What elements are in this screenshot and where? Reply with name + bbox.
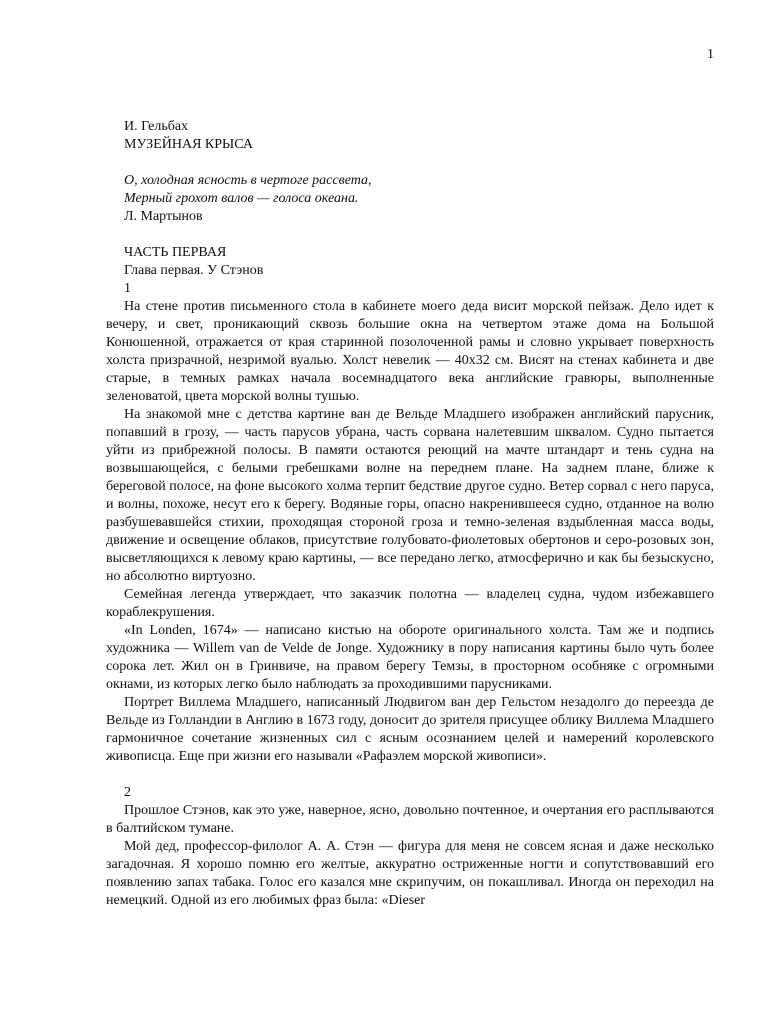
author-name: И. Гельбах xyxy=(124,119,189,134)
document-body xyxy=(106,118,714,910)
paragraph: «In Londen, 1674» — написано кистью на обороте оригинального холста. Там же и подпись художника — Willem van de Velde de Jonge. Художнику в пору написания картины было чуть более сорока лет. Жил он в Гринвиче, на правом берегу Темзы, в просторном особняке с огромными окнами, из которых легко было наблюдать за проходившими парусниками. xyxy=(106,623,714,692)
paragraph: Прошлое Стэнов, как это уже, наверное, ясно, довольно почтенное, и очертания его расплываются в балтийском тумане. xyxy=(106,803,714,836)
spacer xyxy=(106,766,714,784)
section-number: 1 xyxy=(124,281,131,296)
spacer xyxy=(106,154,714,172)
paragraph: На знакомой мне с детства картине ван де Вельде Младшего изображен английский парусник, попавший в грозу, — часть парусов убрана, часть сорвана налетевшим шквалом. Судно пытается уйти из прибрежной полосы. В памяти остаются реющий на мачте штандарт и тень судна на возвышающейся, с белыми гребешками волне на переднем плане. На заднем плане, ближе к береговой полосе, на фоне высокого холма терпит бедствие другое судно. Ветер сорвал с него паруса, и волны, похоже, несут его к берегу. Водяные горы, опасно накренившееся судно, отданное на волю разбушевавшейся стихии, проходящая стороной гроза и темно-зеленая вздыбленная масса воды, движение и освещение облаков, присутствие голубовато-фиолетовых обертонов и серо-розовых зон, высветляющихся к левому краю картины, — все передано легко, атмосферично и как бы безыскусно, но абсолютно виртуозно. xyxy=(106,407,714,584)
page-number: 1 xyxy=(707,47,714,62)
paragraph: Семейная легенда утверждает, что заказчик полотна — владелец судна, чудом избежавшего кораблекрушения. xyxy=(106,587,714,620)
epigraph-line-2: Мерный грохот валов — голоса океана. xyxy=(124,191,359,206)
part-title: ЧАСТЬ ПЕРВАЯ xyxy=(124,245,227,260)
paragraph: Портрет Виллема Младшего, написанный Людвигом ван дер Гельстом незадолго до переезда де Вельде из Голландии в Англию в 1673 году, доносит до зрителя присущее облику Виллема Младшего гармоничное сочетание жизненных сил с ясным осознанием целей и намерений королевского живописца. Еще при жизни его называли «Рафаэлем морской живописи». xyxy=(106,695,714,764)
paragraph: На стене против письменного стола в кабинете моего деда висит морской пейзаж. Дело идет к вечеру, и свет, проникающий сквозь большие окна на четвертом этаже дома на Большой Конюшенной, отражается от края старинной позолоченной рамы и словно укрывает поверхность холста призрачной, незримой вуалью. Холст невелик — 40х32 см. Висят на стенах кабинета и две старые, в темных рамках начала восемнадцатого века английские гравюры, выполненные зеленоватой, цвета морской волны тушью. xyxy=(106,299,714,404)
book-title: МУЗЕЙНАЯ КРЫСА xyxy=(124,137,253,152)
epigraph-line-1: О, холодная ясность в чертоге рассвета, xyxy=(124,173,372,188)
section-number: 2 xyxy=(124,785,131,800)
paragraph: Мой дед, профессор-филолог А. А. Стэн — фигура для меня не совсем ясная и даже несколько загадочная. Я хорошо помню его желтые, аккуратно остриженные ногти и сопутствовавший его появлению запах табака. Голос его казался мне скрипучим, он покашливал. Иногда он переходил на немецкий. Одной из его любимых фраз была: «Dieser xyxy=(106,839,714,908)
epigraph-attribution: Л. Мартынов xyxy=(124,209,203,224)
spacer xyxy=(106,226,714,244)
chapter-title: Глава первая. У Стэнов xyxy=(124,263,264,278)
